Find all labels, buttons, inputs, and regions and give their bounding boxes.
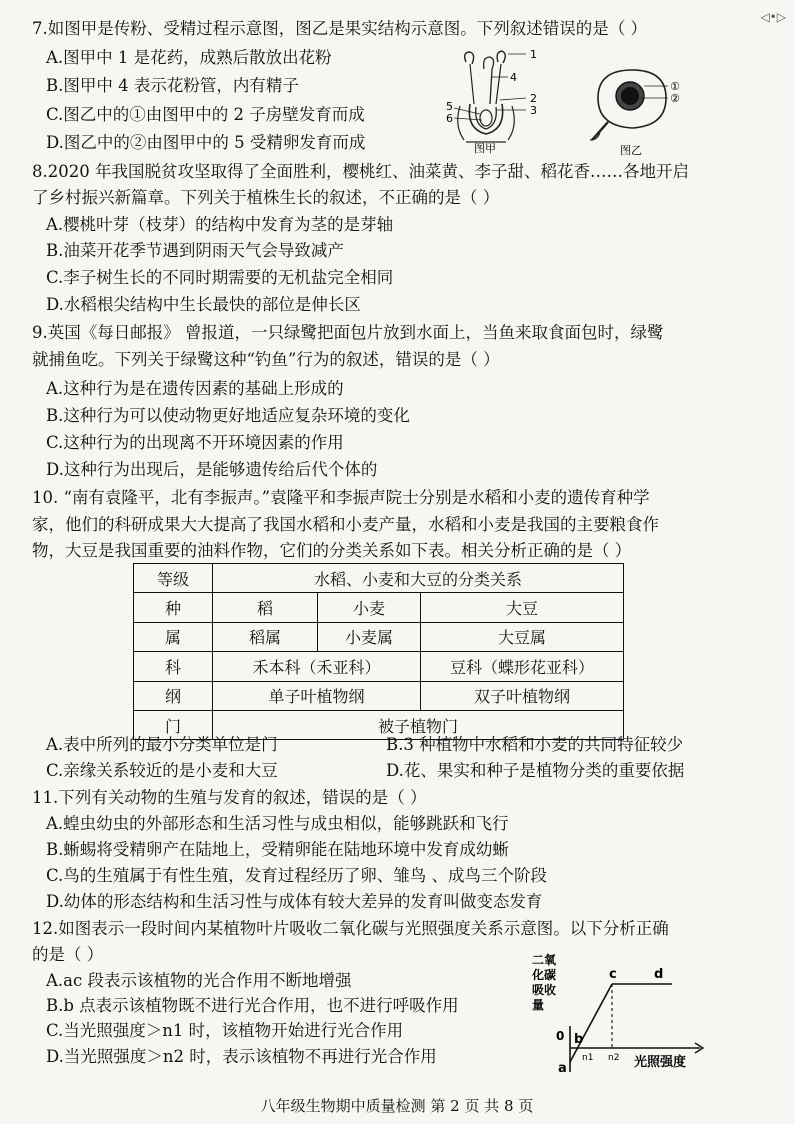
graph-tick-n1: n1 <box>582 1053 594 1063</box>
table-cell-zhong-rice: 稻 <box>213 593 318 622</box>
fig-jia-label-2: 2 <box>530 92 537 105</box>
graph-ylabel-line1: 二氧 <box>532 953 557 967</box>
fig-jia-label-4: 4 <box>510 71 517 84</box>
q8-option-a: A.樱桃叶芽（枝芽）的结构中发育为茎的是芽轴 <box>46 215 394 234</box>
graph-tick-n2: n2 <box>608 1053 620 1063</box>
graph-ylabel-line3: 吸收 <box>532 983 557 997</box>
q8-option-c: C.李子树生长的不同时期需要的无机盐完全相同 <box>46 268 394 287</box>
table-cell-zhong-wheat: 小麦 <box>318 593 421 622</box>
q7-stem: 7.如图甲是传粉、受精过程示意图，图乙是果实结构示意图。下列叙述错误的是（ ） <box>32 19 647 38</box>
table-cell-rank-shu: 属 <box>134 622 213 651</box>
q10-stem-line2: 家，他们的科研成果大大提高了我国水稻和小麦产量，水稻和小麦是我国的主要粮食作 <box>32 515 659 534</box>
q10-option-c: C.亲缘关系较近的是小麦和大豆 <box>46 761 278 780</box>
graph-ylabel-line2: 化碳 <box>532 968 557 982</box>
fig-jia-label-1: 1 <box>530 48 537 61</box>
q10-option-b: B.3 种植物中水稻和小麦的共同特征较少 <box>386 735 684 754</box>
q8-option-b: B.油菜开花季节遇到阴雨天气会导致减产 <box>46 241 344 260</box>
graph-point-b: b <box>574 1032 584 1047</box>
figure-jia <box>446 44 558 154</box>
co2-light-graph <box>522 942 712 1078</box>
table-cell-rank-gang: 纲 <box>134 681 213 710</box>
table-cell-men: 被子植物门 <box>213 710 624 739</box>
q11-stem: 11.下列有关动物的生殖与发育的叙述，错误的是（ ） <box>32 788 427 807</box>
q7-option-b: B.图甲中 4 表示花粉管，内有精子 <box>46 76 299 95</box>
q11-option-d: D.幼体的形态结构和生活习性与成体有较大差异的发育叫做变态发育 <box>46 892 543 911</box>
page-footer: 八年级生物期中质量检测 第 2 页 共 8 页 <box>260 1097 534 1115</box>
fig-yi-label-1: ① <box>670 80 680 93</box>
q7-option-d: D.图乙中的②由图甲中的 5 受精卵发育而成 <box>46 133 366 152</box>
q9-option-c: C.这种行为的出现离不开环境因素的作用 <box>46 433 344 452</box>
graph-xlabel: 光照强度 <box>634 1055 687 1070</box>
graph-point-a: a <box>558 1061 567 1076</box>
table-cell-ke-leguminosae: 豆科（蝶形花亚科） <box>421 652 624 681</box>
fig-yi-label-2: ② <box>670 92 680 105</box>
q12-option-c: C.当光照强度＞n1 时，该植物开始进行光合作用 <box>46 1021 404 1040</box>
fig-jia-label-6: 6 <box>446 112 453 125</box>
q12-stem-line2: 的是（ ） <box>32 945 104 964</box>
q11-option-c: C.鸟的生殖属于有性生殖，发育过程经历了卵、雏鸟 、成鸟三个阶段 <box>46 866 548 885</box>
figure-yi <box>584 66 696 158</box>
q7-option-a: A.图甲中 1 是花药，成熟后散放出花粉 <box>46 48 332 67</box>
q12-option-a: A.ac 段表示该植物的光合作用不断地增强 <box>46 971 352 990</box>
q9-option-a: A.这种行为是在遗传因素的基础上形成的 <box>46 379 344 398</box>
q12-option-b: B.b 点表示该植物既不进行光合作用，也不进行呼吸作用 <box>46 996 459 1015</box>
table-row <box>134 564 624 593</box>
q7-option-c: C.图乙中的①由图甲中的 2 子房壁发育而成 <box>46 105 365 124</box>
table-cell-gang-dicot: 双子叶植物纲 <box>421 681 624 710</box>
corner-mark: ◁•▷ <box>760 10 786 24</box>
q9-option-b: B.这种行为可以使动物更好地适应复杂环境的变化 <box>46 406 410 425</box>
q10-stem-line3: 物，大豆是我国重要的油料作物，它们的分类关系如下表。相关分析正确的是（ ） <box>32 541 632 560</box>
fig-yi-caption: 图乙 <box>620 144 642 157</box>
fig-jia-caption: 图甲 <box>474 142 496 154</box>
q8-stem-line2: 了乡村振兴新篇章。下列关于植株生长的叙述，不正确的是（ ） <box>32 188 500 207</box>
table-cell-gang-monocot: 单子叶植物纲 <box>213 681 421 710</box>
classification-table <box>133 563 624 740</box>
q8-stem-line1: 8.2020 年我国脱贫攻坚取得了全面胜利，樱桃红、油菜黄、李子甜、稻花香……各地开启 <box>32 162 689 181</box>
table-row <box>134 681 624 710</box>
table-header-rank: 等级 <box>134 564 213 593</box>
table-cell-shu-wheat: 小麦属 <box>318 622 421 651</box>
table-cell-shu-soybean: 大豆属 <box>421 622 624 651</box>
fig-jia-label-3: 3 <box>530 104 537 117</box>
graph-ylabel-line4: 量 <box>532 998 545 1012</box>
q11-option-a: A.蝗虫幼虫的外部形态和生活习性与成虫相似，能够跳跃和飞行 <box>46 814 509 833</box>
fig-jia-label-5: 5 <box>446 100 453 113</box>
q9-stem-line1: 9.英国《每日邮报》 曾报道，一只绿鹭把面包片放到水面上，当鱼来取食面包时，绿鹭 <box>32 323 664 342</box>
table-row <box>134 593 624 622</box>
q12-option-d: D.当光照强度＞n2 时，表示该植物不再进行光合作用 <box>46 1047 437 1066</box>
table-header-title: 水稻、小麦和大豆的分类关系 <box>213 564 624 593</box>
graph-point-d: d <box>654 967 664 982</box>
q11-option-b: B.蜥蜴将受精卵产在陆地上，受精卵能在陆地环境中发育成幼蜥 <box>46 840 509 859</box>
graph-origin: 0 <box>556 1029 565 1043</box>
table-cell-ke-gramineae: 禾本科（禾亚科） <box>213 652 421 681</box>
q10-option-a: A.表中所列的最小分类单位是门 <box>46 735 278 754</box>
table-cell-zhong-soybean: 大豆 <box>421 593 624 622</box>
table-row <box>134 622 624 651</box>
table-cell-rank-men: 门 <box>134 710 213 739</box>
q10-stem-line1: 10. “南有袁隆平，北有李振声。”袁隆平和李振声院士分别是水稻和小麦的遗传育种学 <box>32 488 650 507</box>
q9-option-d: D.这种行为出现后，是能够遗传给后代个体的 <box>46 460 378 479</box>
q9-stem-line2: 就捕鱼吃。下列关于绿鹭这种“钓鱼”行为的叙述，错误的是（ ） <box>32 350 500 369</box>
graph-point-c: c <box>609 967 617 982</box>
q8-option-d: D.水稻根尖结构中生长最快的部位是伸长区 <box>46 295 361 314</box>
table-cell-rank-ke: 科 <box>134 652 213 681</box>
table-cell-rank-zhong: 种 <box>134 593 213 622</box>
q10-option-d: D.花、果实和种子是植物分类的重要依据 <box>386 761 685 780</box>
q12-stem-line1: 12.如图表示一段时间内某植物叶片吸收二氧化碳与光照强度关系示意图。以下分析正确 <box>32 919 669 938</box>
table-cell-shu-rice: 稻属 <box>213 622 318 651</box>
table-row <box>134 652 624 681</box>
